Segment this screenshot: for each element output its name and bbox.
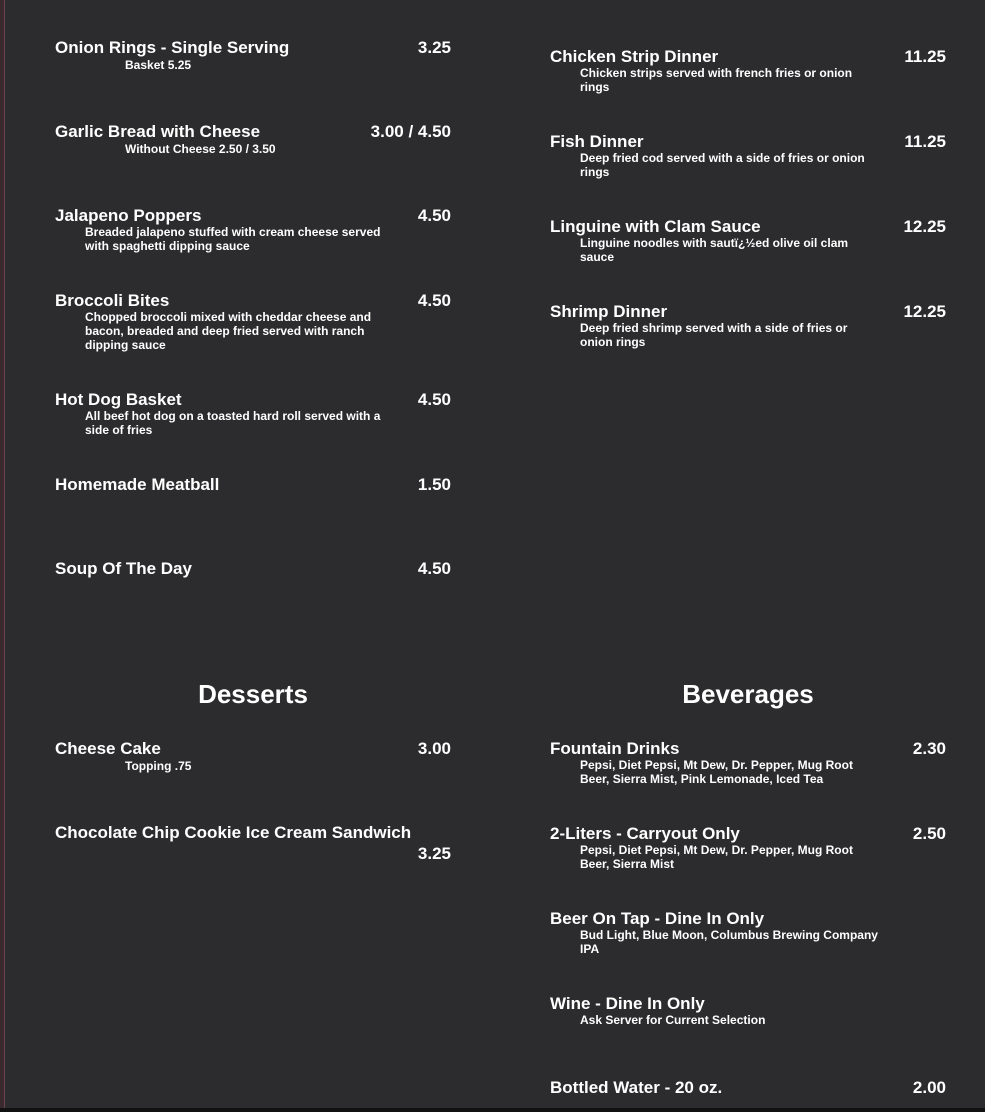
- item-name: Shrimp Dinner: [550, 302, 668, 321]
- item-description: Ask Server for Current Selection: [580, 1013, 766, 1027]
- item-name: Fountain Drinks: [550, 739, 680, 758]
- item-name: Beer On Tap - Dine In Only: [550, 909, 765, 928]
- item-description: Pepsi, Diet Pepsi, Mt Dew, Dr. Pepper, Mug Root Beer, Sierra Mist, Pink Lemonade, Iced Tea: [580, 758, 853, 786]
- item-name: Chocolate Chip Cookie Ice Cream Sandwich: [55, 823, 412, 842]
- item-price: 12.25: [903, 217, 946, 236]
- item-price: 11.25: [904, 47, 946, 66]
- item-price: 3.25: [417, 38, 451, 57]
- item-description: Deep fried shrimp served with a side of fries or onion rings: [580, 321, 848, 349]
- item-description: Chopped broccoli mixed with cheddar cheese and bacon, breaded and deep fried served with ranch dipping sauce: [85, 310, 372, 352]
- item-description: All beef hot dog on a toasted hard roll served with a side of fries: [85, 409, 381, 437]
- item-name: Homemade Meatball: [55, 475, 220, 494]
- item-name: Hot Dog Basket: [55, 390, 182, 409]
- item-price: 3.00 / 4.50: [370, 122, 451, 141]
- item-name: Onion Rings - Single Serving: [55, 38, 290, 57]
- item-name: Fish Dinner: [550, 132, 644, 151]
- item-name: Soup Of The Day: [55, 559, 192, 578]
- item-price: 2.50: [912, 824, 946, 843]
- item-price: 2.30: [912, 739, 946, 758]
- item-description: Breaded jalapeno stuffed with cream cheese served with spaghetti dipping sauce: [85, 225, 381, 253]
- item-description: Pepsi, Diet Pepsi, Mt Dew, Dr. Pepper, Mug Root Beer, Sierra Mist: [580, 843, 853, 871]
- item-price: 4.50: [417, 390, 451, 409]
- section-title-desserts: Desserts: [198, 679, 308, 709]
- item-price: 4.50: [417, 559, 451, 578]
- item-price: 11.25: [904, 132, 946, 151]
- item-price: 4.50: [417, 206, 451, 225]
- item-name: Broccoli Bites: [55, 291, 170, 310]
- item-price: 12.25: [903, 302, 946, 321]
- item-description: Bud Light, Blue Moon, Columbus Brewing Company IPA: [580, 928, 878, 956]
- item-name: Jalapeno Poppers: [55, 206, 202, 225]
- bottom-divider: [0, 1108, 985, 1112]
- item-description: Deep fried cod served with a side of fries or onion rings: [580, 151, 865, 179]
- item-price: 4.50: [417, 291, 451, 310]
- item-variant: Topping .75: [125, 759, 192, 773]
- item-price: 3.00: [417, 739, 451, 758]
- item-name: 2-Liters - Carryout Only: [550, 824, 740, 843]
- item-name: Linguine with Clam Sauce: [550, 217, 761, 236]
- item-name: Cheese Cake: [55, 739, 161, 758]
- item-name: Wine - Dine In Only: [550, 994, 705, 1013]
- item-price: 3.25: [417, 844, 451, 863]
- item-price: 2.00: [912, 1078, 946, 1097]
- left-border: [0, 0, 5, 1112]
- item-name: Garlic Bread with Cheese: [55, 122, 261, 141]
- item-variant: Basket 5.25: [125, 58, 192, 72]
- item-variant: Without Cheese 2.50 / 3.50: [125, 142, 276, 156]
- item-description: Linguine noodles with sautï¿½ed olive oil clam sauce: [580, 236, 849, 264]
- item-name: Chicken Strip Dinner: [550, 47, 719, 66]
- item-name: Bottled Water - 20 oz.: [550, 1078, 723, 1097]
- item-description: Chicken strips served with french fries or onion rings: [580, 66, 853, 94]
- section-title-beverages: Beverages: [682, 679, 814, 709]
- item-price: 1.50: [417, 475, 451, 494]
